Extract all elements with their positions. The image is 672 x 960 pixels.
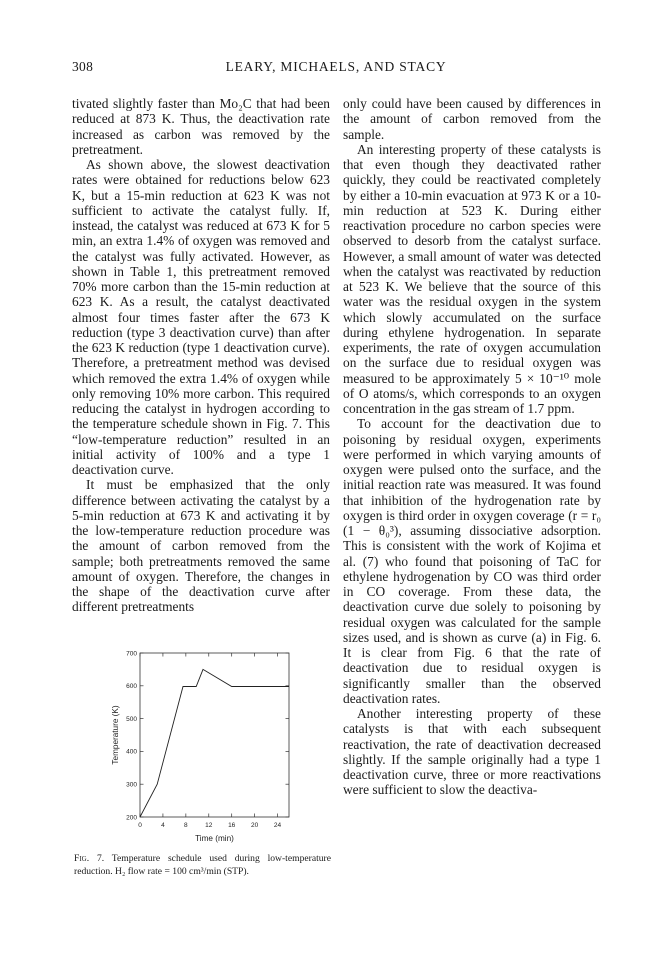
y-tick-label: 200	[126, 814, 137, 822]
y-tick-label: 400	[126, 748, 137, 756]
paragraph: An interesting property of these catalysts is that even though they deactivated rather quickly, they could be reactivated completely by either a 10-min evacuation at 973 K or a 10-min reduction at 523 K. During either reactivation procedure no carbon species were observed to desorb from the catalyst surface. However, a small amount of water was detected when the catalyst was reactivated by reduction at 523 K. We believe that the source of this water was the residual oxygen in the system which slowly accumulated on the surface during ethylene hydrogenation. In separate experiments, the rate of oxygen accumulation on the surface due to residual oxygen was measured to be approximately 5 × 10⁻¹⁰ mole of O atoms/s, which corresponds to an oxygen concentration in the gas stream of 1.7 ppm.	[343, 141, 601, 416]
figure-caption	[74, 853, 331, 878]
paragraph: It must be emphasized that the only difference between activating the catalyst by a 5-min reduction at 673 K and activating it by the low-temperature reduction procedure was the amount of carbon removed from the sample; both pretreatments removed the same amount of oxygen. Therefore, the changes in the shape of the deactivation curve after different pretreatments	[72, 477, 330, 615]
x-tick-label: 12	[205, 822, 213, 829]
page-number: 308	[72, 59, 94, 74]
y-tick-label: 500	[126, 715, 137, 723]
x-tick-label: 24	[273, 822, 282, 829]
x-tick-label: 8	[184, 822, 188, 829]
x-tick-label: 4	[161, 822, 165, 829]
x-tick-label: 20	[250, 822, 259, 829]
temperature-schedule-line	[140, 669, 289, 817]
paragraph: only could have been caused by differences in the amount of carbon removed from the sample.	[343, 96, 601, 142]
temperature-schedule-chart	[74, 643, 330, 843]
caption-text: Temperature schedule used during low-temperature reduction. H₂ flow rate = 100 cm³/min (STP).	[74, 853, 331, 877]
y-axis-label: Temperature (K)	[111, 705, 120, 765]
figure-label: Fig. 7.	[74, 853, 105, 864]
paragraph: To account for the deactivation due to poisoning by residual oxygen, experiments were performed in which varying amounts of oxygen were pulsed onto the surface, and the initial reaction rate was measured. It was found that inhibition of the hydrogenation rate by oxygen is third order in oxygen coverage (r = r₀ (1 − θ₀³), assuming dissociative adsorption. This is consistent with the work of Kojima et al. (7) who found that poisoning of TaC for ethylene hydrogenation by CO was third order in CO coverage. From these data, the deactivation curve due solely to poisoning by residual oxygen was calculated for the sample sizes used, and is shown as curve (a) in Fig. 6. It is clear from Fig. 6 that the rate of deactivation due to residual oxygen is significantly smaller than the observed deactivation rates.	[343, 416, 601, 706]
right-column	[343, 96, 601, 798]
y-tick-label: 700	[126, 650, 137, 658]
paragraph: Another interesting property of these catalysts is that with each subsequent reactivation, the rate of deactivation decreased slightly. If the sample originally had a type 1 deactivation curve, three or more reactivations were sufficient to slow the deactiva-	[343, 706, 601, 798]
paragraph: tivated slightly faster than Mo₂C that had been reduced at 873 K. Thus, the deactivation rate increased as carbon was removed by the pretreatment.	[72, 96, 330, 157]
x-tick-label: 0	[138, 822, 142, 829]
page-header	[72, 59, 600, 75]
figure-7	[74, 643, 330, 843]
x-tick-label: 16	[228, 822, 236, 829]
x-axis-label: Time (min)	[195, 834, 234, 843]
plot-frame	[140, 653, 289, 817]
y-tick-label: 300	[126, 781, 137, 789]
paragraph: As shown above, the slowest deactivation rates were obtained for reductions below 623 K, but a 15-min reduction at 623 K was not sufficient to activate the catalyst fully. If, instead, the catalyst was reduced at 673 K for 5 min, an extra 1.4% of oxygen was removed and the catalyst was fully activated. However, as shown in Table 1, this pretreatment removed 70% more carbon than the 15-min reduction at 623 K. As a result, the catalyst deactivated almost four times faster after the 673 K reduction (type 3 deactivation curve) than after the 623 K reduction (type 1 deactivation curve). Therefore, a pretreatment method was devised which removed the extra 1.4% of oxygen while only removing 10% more carbon. This required reducing the catalyst in hydrogen according to the temperature schedule shown in Fig. 7. This “low-temperature reduction” resulted in an initial activity of 100% and a type 1 deactivation curve.	[72, 157, 330, 477]
y-tick-label: 600	[126, 683, 137, 691]
running-head: LEARY, MICHAELS, AND STACY	[225, 59, 447, 74]
left-column	[72, 96, 330, 615]
